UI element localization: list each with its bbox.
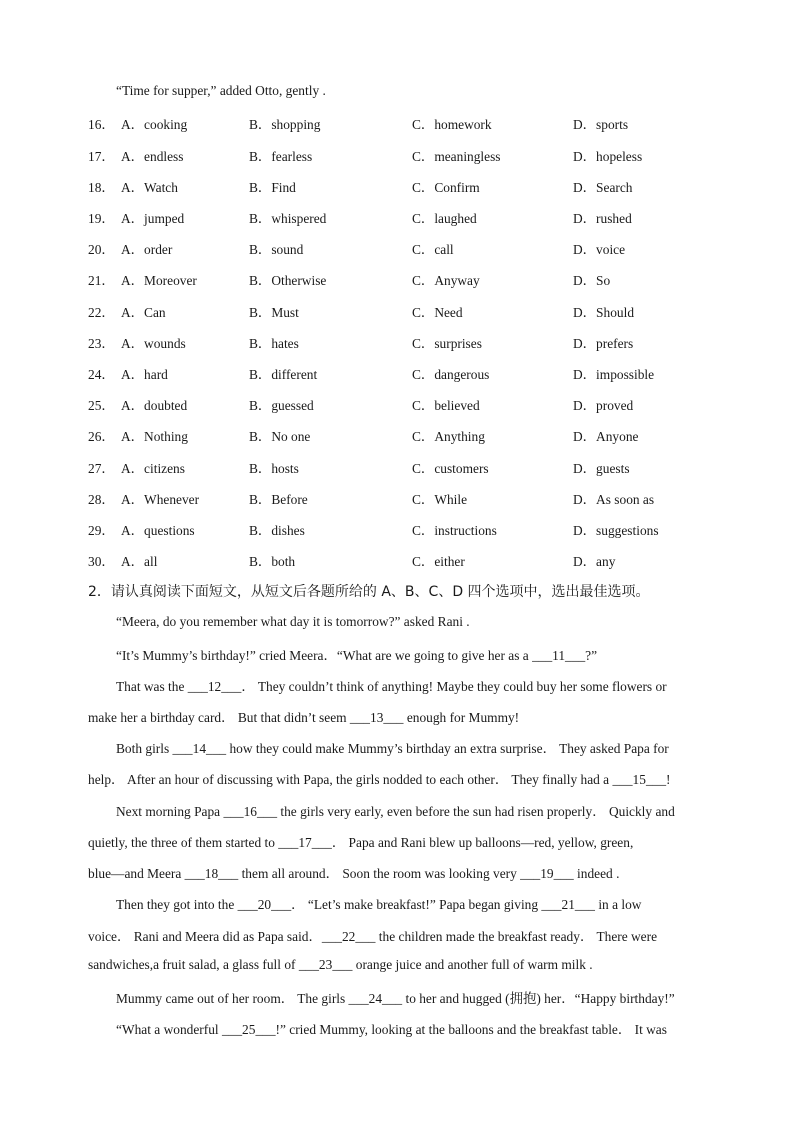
option-a: A．all <box>121 554 158 569</box>
option-c: C．Need <box>412 305 463 320</box>
option-row <box>0 177 794 197</box>
option-b: B．Find <box>249 180 296 195</box>
option-b: B．hates <box>249 336 299 351</box>
option-row <box>0 333 794 353</box>
question-number: 16． <box>88 117 115 132</box>
question-number: 23． <box>88 336 115 351</box>
option-b: B．Before <box>249 492 308 507</box>
option-b: B．both <box>249 554 296 569</box>
question-number: 20． <box>88 242 115 257</box>
option-row <box>0 114 794 134</box>
intro-line: “Time for supper,” added Otto, gently . <box>116 83 326 98</box>
option-a: A．cooking <box>121 117 188 132</box>
option-a: A．Can <box>121 305 166 320</box>
passage-line: voice． Rani and Meera did as Papa said．___22___ the children made the breakfast ready． There were <box>88 929 658 944</box>
passage-line: Both girls ___14___ how they could make Mummy’s birthday an extra surprise． They asked Papa for <box>116 741 669 756</box>
option-b: B．fearless <box>249 149 313 164</box>
option-c: C．instructions <box>412 523 497 538</box>
option-c: C．either <box>412 554 465 569</box>
option-d: D．impossible <box>573 367 655 382</box>
option-d: D．voice <box>573 242 626 257</box>
question-number: 19． <box>88 211 115 226</box>
passage-line: sandwiches,a fruit salad, a glass full of ___23___ orange juice and another full of warm milk . <box>88 957 593 972</box>
option-b: B．Otherwise <box>249 273 327 288</box>
option-d: D．proved <box>573 398 634 413</box>
option-row <box>0 146 794 166</box>
question-number: 24． <box>88 367 115 382</box>
question-number: 21． <box>88 273 115 288</box>
option-d: D．suggestions <box>573 523 659 538</box>
option-c: C．homework <box>412 117 492 132</box>
option-d: D．hopeless <box>573 149 643 164</box>
option-c: C．Anyway <box>412 273 480 288</box>
passage-line: That was the ___12___． They couldn’t think of anything! Maybe they could buy her some flowers or <box>116 679 667 694</box>
option-c: C．meaningless <box>412 149 501 164</box>
option-row <box>0 426 794 446</box>
passage-line: Mummy came out of her room． The girls ___24___ to her and hugged (拥抱) her．“Happy birthday!” <box>116 991 675 1006</box>
option-c: C．laughed <box>412 211 477 226</box>
passage-line: “It’s Mummy’s birthday!” cried Meera．“What are we going to give her as a ___11___?” <box>116 648 598 663</box>
question-number: 29． <box>88 523 115 538</box>
option-a: A．citizens <box>121 461 185 476</box>
option-a: A．doubted <box>121 398 188 413</box>
option-d: D．Anyone <box>573 429 639 444</box>
option-d: D．So <box>573 273 611 288</box>
option-a: A．endless <box>121 149 184 164</box>
question-number: 30． <box>88 554 115 569</box>
option-b: B．sound <box>249 242 304 257</box>
option-b: B．hosts <box>249 461 299 476</box>
question-number: 26． <box>88 429 115 444</box>
passage-line: make her a birthday card． But that didn’t seem ___13___ enough for Mummy! <box>88 710 520 725</box>
option-d: D．rushed <box>573 211 632 226</box>
option-a: A．Whenever <box>121 492 200 507</box>
option-row <box>0 364 794 384</box>
question-number: 25． <box>88 398 115 413</box>
passage-line: help． After an hour of discussing with Papa, the girls nodded to each other． They finally had a ___15___! <box>88 772 671 787</box>
option-a: A．questions <box>121 523 195 538</box>
option-row <box>0 270 794 290</box>
option-c: C．dangerous <box>412 367 490 382</box>
option-row <box>0 520 794 540</box>
passage-line: “What a wonderful ___25___!” cried Mummy, looking at the balloons and the breakfast table． It was <box>116 1022 667 1037</box>
option-d: D．As soon as <box>573 492 655 507</box>
option-a: A．Watch <box>121 180 178 195</box>
option-d: D．sports <box>573 117 629 132</box>
option-c: C．call <box>412 242 454 257</box>
option-d: D．prefers <box>573 336 634 351</box>
option-a: A．order <box>121 242 173 257</box>
option-d: D．any <box>573 554 616 569</box>
option-a: A．wounds <box>121 336 186 351</box>
option-b: B．No one <box>249 429 311 444</box>
option-row <box>0 239 794 259</box>
option-row <box>0 551 794 571</box>
question-number: 18． <box>88 180 115 195</box>
option-c: C．Anything <box>412 429 485 444</box>
option-row <box>0 489 794 509</box>
option-b: B．guessed <box>249 398 314 413</box>
question2-heading: 2．请认真阅读下面短文，从短文后各题所给的 A、B、C、D 四个选项中，选出最佳选项。 <box>88 584 650 600</box>
option-a: A．Nothing <box>121 429 188 444</box>
option-c: C．While <box>412 492 468 507</box>
option-b: B．Must <box>249 305 299 320</box>
option-a: A．Moreover <box>121 273 197 288</box>
option-b: B．different <box>249 367 318 382</box>
option-c: C．surprises <box>412 336 482 351</box>
question-number: 28． <box>88 492 115 507</box>
question-number: 17． <box>88 149 115 164</box>
option-a: A．hard <box>121 367 168 382</box>
option-d: D．Search <box>573 180 633 195</box>
passage-line: Then they got into the ___20___． “Let’s make breakfast!” Papa began giving ___21___ in a low <box>116 897 642 912</box>
option-row <box>0 395 794 415</box>
question-number: 27． <box>88 461 115 476</box>
passage-line: quietly, the three of them started to ___17___． Papa and Rani blew up balloons—red, yellow, green, <box>88 835 634 850</box>
option-row <box>0 208 794 228</box>
option-b: B．shopping <box>249 117 321 132</box>
passage-line: “Meera, do you remember what day it is tomorrow?” asked Rani . <box>116 614 470 629</box>
option-c: C．believed <box>412 398 480 413</box>
option-row <box>0 302 794 322</box>
question-number: 22． <box>88 305 115 320</box>
option-d: D．Should <box>573 305 635 320</box>
option-b: B．whispered <box>249 211 327 226</box>
option-b: B．dishes <box>249 523 305 538</box>
option-c: C．Confirm <box>412 180 480 195</box>
passage-line: Next morning Papa ___16___ the girls very early, even before the sun had risen properly． Quickly and <box>116 804 675 819</box>
option-row <box>0 458 794 478</box>
option-c: C．customers <box>412 461 489 476</box>
option-a: A．jumped <box>121 211 185 226</box>
passage-line: blue—and Meera ___18___ them all around． Soon the room was looking very ___19___ indeed . <box>88 866 620 881</box>
option-d: D．guests <box>573 461 630 476</box>
